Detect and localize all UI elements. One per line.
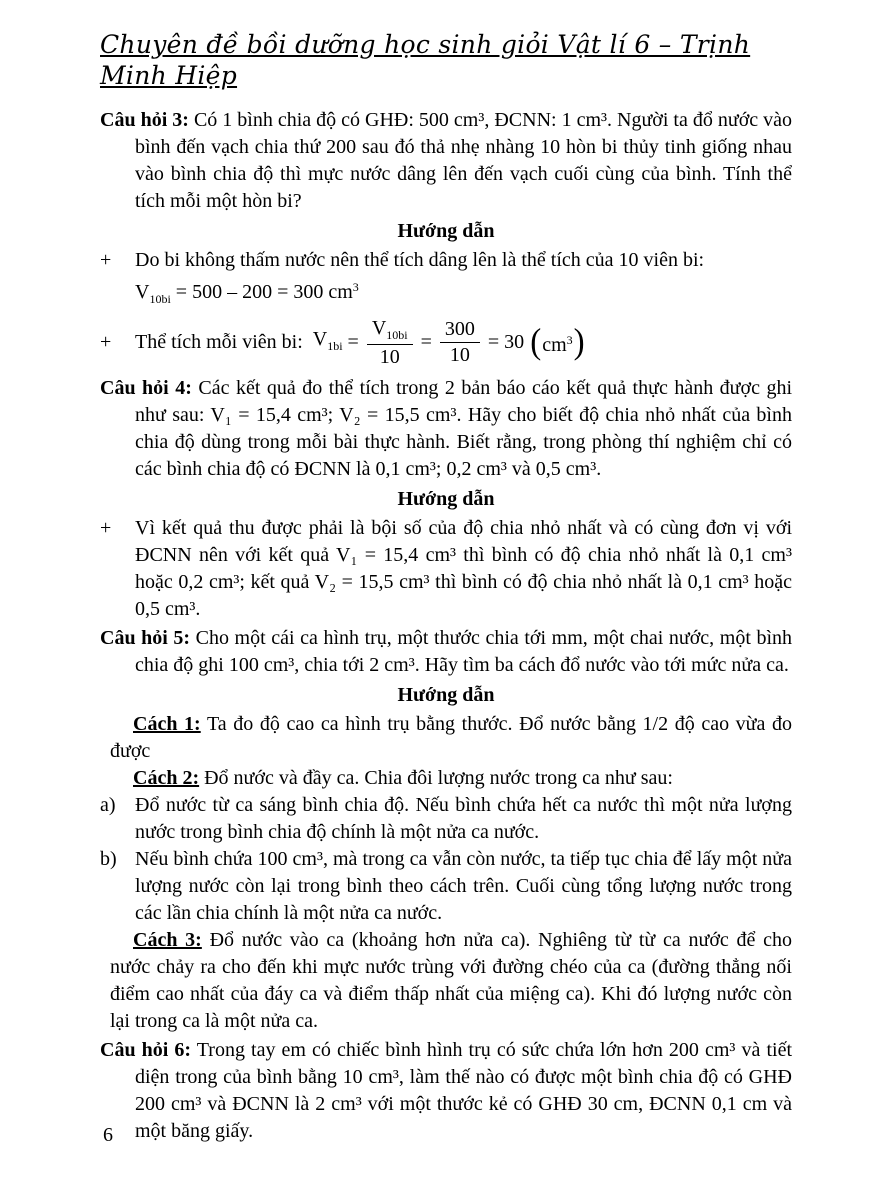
q3-solution-step-2-text: Thể tích mỗi viên bi: bbox=[135, 331, 303, 354]
plus-marker: + bbox=[100, 249, 112, 271]
equals-result: = 30 bbox=[487, 331, 525, 354]
list-item-a bbox=[100, 792, 792, 846]
question-3 bbox=[100, 107, 792, 215]
open-paren: ( bbox=[530, 322, 542, 362]
method-1 bbox=[110, 711, 792, 765]
question-3-text: Có 1 bình chia độ có GHĐ: 500 cm³, ĐCNN: 1 cm³. Người ta đổ nước vào bình đến vạch chia thứ 200 sau đó thả nhẹ nhàng 10 hòn bi thủy tinh giống nhau vào bình chia độ thì mực nước dâng lên đến vạch cuối cùng của bình. Tính thể tích mỗi một hòn bi? bbox=[135, 109, 793, 212]
list-item-b-text: Nếu bình chứa 100 cm³, mà trong ca vẫn còn nước, ta tiếp tục chia để lấy một nửa lượng nước còn lại trong bình theo cách trên. Cuối cùng tổng lượng nước trong các lần chia chính là một nửa ca nước. bbox=[135, 847, 792, 924]
unit-text: cm bbox=[542, 333, 567, 356]
close-paren: ) bbox=[573, 322, 585, 362]
q3-solution-step-1-text: Do bi không thấm nước nên thể tích dâng lên là thể tích của 10 viên bi: bbox=[135, 249, 705, 271]
method-3 bbox=[110, 927, 792, 1035]
header-title: Chuyên đề bồi dưỡng học sinh giỏi Vật lí 6 – Trịnh Minh Hiệp bbox=[100, 30, 751, 90]
document-header bbox=[100, 30, 792, 92]
list-item-a-text: Đổ nước từ ca sáng bình chia độ. Nếu bình chứa hết ca nước thì một nửa lượng nước trong bình chia độ chính là một nửa ca nước. bbox=[135, 793, 792, 843]
equals-sign: = bbox=[420, 331, 432, 354]
guide-heading-1: Hướng dẫn bbox=[397, 220, 495, 242]
method-3-label: Cách 3: bbox=[133, 928, 202, 951]
q4-solution-step bbox=[100, 515, 792, 623]
guide-heading-2: Hướng dẫn bbox=[397, 487, 495, 510]
formula-body: = 500 – 200 = 300 cm bbox=[170, 281, 353, 303]
list-item-b bbox=[100, 846, 792, 927]
question-6-text: Trong tay em có chiếc bình hình trụ có sức chứa lớn hơn 200 cm³ và tiết diện trong của bình bằng 10 cm³, làm thế nào có được một bình chia độ có GHĐ 200 cm³ và ĐCNN là 2 cm³ với một thước kẻ có GHĐ 30 cm, ĐCNN 0,1 cm và một băng giấy. bbox=[135, 1038, 792, 1142]
document-content bbox=[100, 30, 792, 1145]
fraction-numerator: 300 bbox=[440, 318, 480, 343]
q3-solution-step-2 bbox=[100, 317, 792, 369]
question-6-label: Câu hỏi 6: bbox=[100, 1038, 192, 1061]
item-a-marker: a) bbox=[100, 793, 116, 816]
plus-marker: + bbox=[100, 331, 112, 354]
formula-variable: V bbox=[135, 281, 150, 303]
question-4 bbox=[100, 375, 792, 483]
question-3-label: Câu hỏi 3: bbox=[100, 109, 189, 131]
question-4-text: Các kết quả đo thể tích trong 2 bản báo cáo kết quả thực hành được ghi như sau: V₁ = 15,4 cm³; V₂ = 15,5 cm³. Hãy cho biết độ chia nhỏ nhất của bình chia độ dùng trong mỗi bài thực hành. Biết rằng, trong phòng thí nghiệm chỉ có các bình chia độ có ĐCNN là 0,1 cm³; 0,2 cm³ và 0,5 cm³. bbox=[135, 376, 793, 480]
question-5-label: Câu hỏi 5: bbox=[100, 626, 191, 649]
formula-lhs bbox=[313, 326, 343, 360]
fraction-denominator: 10 bbox=[449, 344, 470, 367]
question-5 bbox=[100, 625, 792, 679]
method-2-label: Cách 2: bbox=[133, 766, 200, 789]
guide-heading-3: Hướng dẫn bbox=[397, 683, 495, 706]
equals-sign: = bbox=[347, 331, 359, 354]
formula-variable: V bbox=[371, 317, 387, 339]
method-1-label: Cách 1: bbox=[133, 712, 201, 735]
method-1-text: Ta đo độ cao ca hình trụ bằng thước. Đổ nước bằng 1/2 độ cao vừa đo được bbox=[110, 712, 792, 762]
item-b-marker: b) bbox=[100, 847, 117, 870]
fraction-numerator bbox=[367, 317, 413, 345]
q3-formula-1 bbox=[100, 274, 792, 313]
plus-marker: + bbox=[100, 516, 112, 539]
question-4-label: Câu hỏi 4: bbox=[100, 376, 192, 399]
method-2-text: Đổ nước và đầy ca. Chia đôi lượng nước trong ca như sau: bbox=[204, 766, 673, 789]
method-3-text: Đổ nước vào ca (khoảng hơn nửa ca). Nghiêng từ từ ca nước để cho nước chảy ra cho đến khi mực nước trùng với đường chéo của ca (đường thẳng nối điểm cao nhất của đáy ca và điểm thấp nhất của miệng ca). Khi đó lượng nước còn lại trong ca là một nửa ca. bbox=[110, 928, 792, 1032]
unit-superscript: 3 bbox=[566, 332, 573, 347]
question-5-text: Cho một cái ca hình trụ, một thước chia tới mm, một chai nước, một bình chia độ ghi 100 cm³, chia tới 2 cm³. Hãy tìm ba cách đổ nước vào tới mức nửa ca. bbox=[135, 626, 793, 676]
formula-subscript: 1bi bbox=[327, 338, 343, 353]
fraction-1 bbox=[367, 317, 413, 369]
fraction-denominator: 10 bbox=[379, 345, 400, 368]
q3-solution-step-1 bbox=[100, 247, 792, 274]
page-number: 6 bbox=[103, 1124, 113, 1146]
formula-subscript: 10bi bbox=[386, 328, 408, 342]
q4-solution-text: Vì kết quả thu được phải là bội số của độ chia nhỏ nhất và có cùng đơn vị với ĐCNN nên với kết quả V₁ = 15,4 cm³ thì bình có độ chia nhỏ nhất là 0,1 cm³ hoặc 0,2 cm³; kết quả V₂ = 15,5 cm³ thì bình có độ chia nhỏ nhất là 0,1 cm³ hoặc 0,5 cm³. bbox=[135, 516, 792, 620]
question-6 bbox=[100, 1037, 792, 1145]
formula-subscript: 10bi bbox=[149, 292, 171, 306]
formula-variable: V bbox=[312, 327, 328, 350]
formula-superscript: 3 bbox=[352, 280, 359, 294]
fraction-2 bbox=[440, 318, 480, 367]
formula-unit bbox=[542, 327, 572, 359]
method-2 bbox=[110, 765, 792, 792]
